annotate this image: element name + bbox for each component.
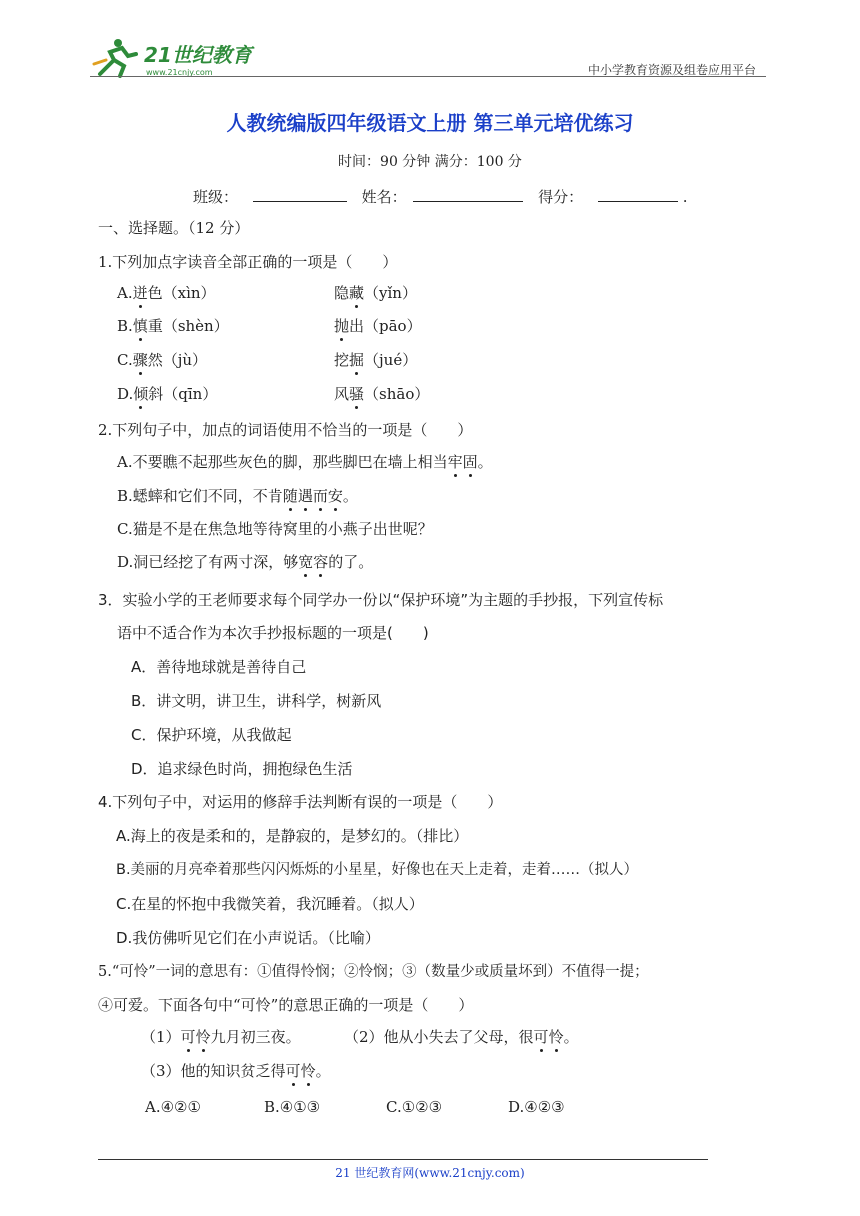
q5-sentence-3: （3）他的知识贫乏得可怜。 [141, 1062, 331, 1080]
section-heading: 一、选择题。（12 分） [98, 219, 250, 237]
footer-site-text: 21 世纪教育网(www.21cnjy.com) [335, 1166, 525, 1180]
q1-option-c: C.骤然（jù） [117, 351, 208, 369]
q5-option-c: C.①②③ [386, 1098, 443, 1116]
student-info-line [193, 186, 688, 207]
q4-stem: 4.下列句子中，对运用的修辞手法判断有误的一项是（ ） [98, 793, 503, 811]
q3-option-c: C．保护环境，从我做起 [131, 726, 292, 744]
site-logo [92, 34, 267, 80]
q4-option-a: A.海上的夜是柔和的，是静寂的，是梦幻的。（排比） [116, 827, 469, 845]
q5-option-b: B.④①③ [264, 1098, 321, 1116]
header-divider [90, 76, 766, 77]
q5-sentence-1: （1）可怜九月初三夜。 [141, 1028, 301, 1046]
q3-option-a: A．善待地球就是善待自己 [131, 658, 307, 676]
q3-option-b: B．讲文明，讲卫生，讲科学，树新风 [131, 692, 382, 710]
score-blank[interactable] [598, 187, 678, 202]
q2-option-a: A.不要瞧不起那些灰色的脚，那些脚巴在墙上相当牢固。 [117, 453, 493, 471]
name-blank[interactable] [413, 187, 523, 202]
q2-option-c: C.猫是不是在焦急地等待窝里的小燕子出世呢？ [117, 520, 433, 538]
q2-option-b: B.蟋蟀和它们不同，不肯随遇而安。 [117, 487, 358, 505]
footer-divider [98, 1159, 708, 1160]
q4-option-b: B.美丽的月亮牵着那些闪闪烁烁的小星星，好像也在天上走着，走着……（拟人） [116, 862, 639, 878]
name-label: 姓名： [361, 188, 407, 206]
q2-option-d: D.洞已经挖了有两寸深，够宽容的了。 [117, 553, 374, 571]
q4-option-c: C.在星的怀抱中我微笑着，我沉睡着。（拟人） [116, 895, 424, 913]
class-blank[interactable] [253, 187, 347, 202]
q5-sentence-2: （2）他从小失去了父母，很可怜。 [344, 1028, 579, 1046]
q5-stem-line2: ④可爱。下面各句中“可怜”的意思正确的一项是（ ） [98, 996, 474, 1014]
document-title: 人教统编版四年级语文上册 第三单元培优练习 [226, 111, 634, 135]
q1-option-d2: 风骚（shāo） [334, 385, 430, 403]
q1-option-a: A.迸色（xìn） [117, 284, 216, 302]
q3-stem-line2: 语中不适合作为本次手抄报标题的一项是( ) [117, 624, 429, 642]
q1-option-b2: 抛出（pāo） [334, 317, 422, 335]
q1-option-c2: 挖掘（jué） [334, 351, 418, 369]
class-label: 班级： [193, 188, 239, 206]
q3-stem-line1: 3．实验小学的王老师要求每个同学办一份以“保护环境”为主题的手抄报，下列宣传标 [98, 591, 664, 609]
header-platform-text: 中小学教育资源及组卷应用平台 [587, 63, 756, 77]
q3-option-d: D．追求绿色时尚，拥抱绿色生活 [131, 760, 353, 778]
q1-option-b: B.慎重（shèn） [117, 317, 229, 335]
q4-option-d: D.我仿佛听见它们在小声说话。（比喻） [116, 929, 380, 947]
q1-option-d: D.倾斜（qīn） [117, 385, 218, 403]
logo-url-text: www.21cnjy.com [146, 68, 213, 77]
logo-text: 21世纪教育 [144, 43, 252, 67]
q5-option-a: A.④②① [145, 1098, 201, 1116]
time-score-info: 时间：90 分钟 满分：100 分 [338, 154, 522, 170]
q1-option-a2: 隐藏（yǐn） [334, 284, 417, 302]
q5-option-d: D.④②③ [508, 1098, 565, 1116]
q2-stem: 2.下列句子中，加点的词语使用不恰当的一项是（ ） [98, 421, 473, 439]
end-mark: . [682, 188, 688, 206]
q5-stem-line1: 5.“可怜”一词的意思有：①值得怜悯；②怜悯；③（数量少或质量坏到）不值得一提； [98, 964, 649, 980]
score-label: 得分： [538, 188, 584, 206]
runner-icon [94, 39, 136, 76]
q1-stem: 1.下列加点字读音全部正确的一项是（ ） [98, 253, 398, 271]
